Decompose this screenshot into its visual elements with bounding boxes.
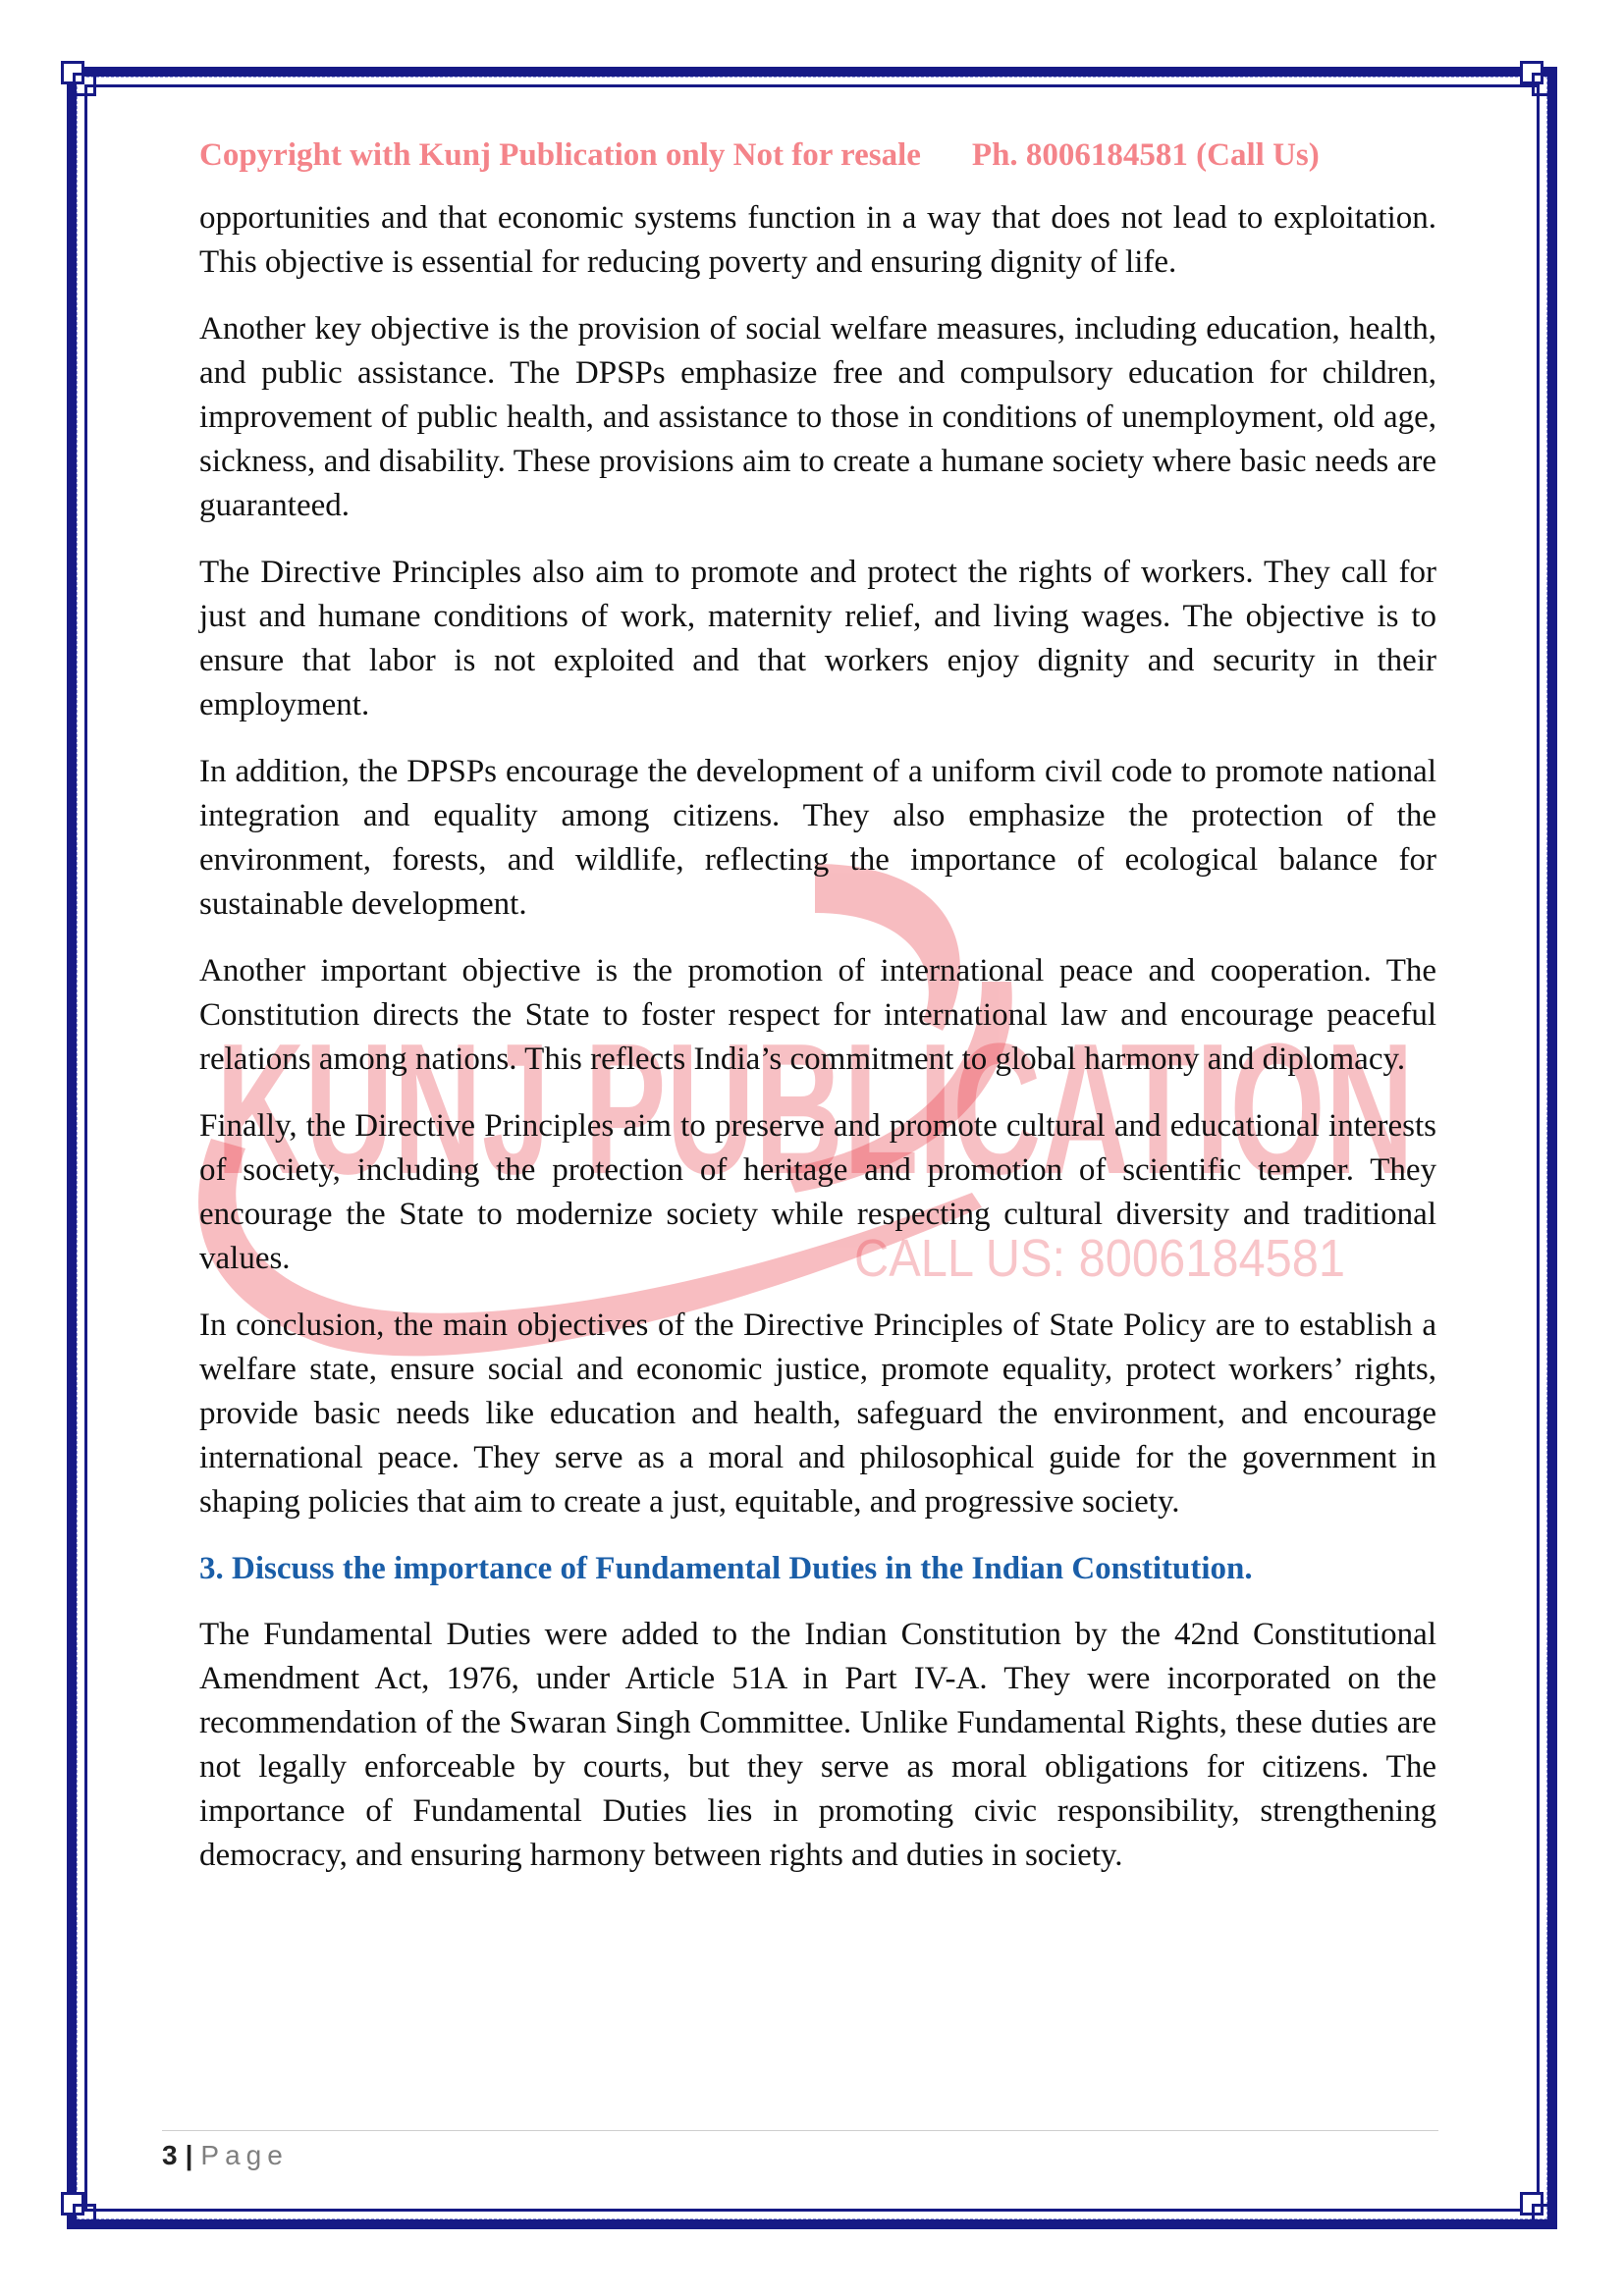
corner-ornament-bottom-left bbox=[61, 2192, 104, 2235]
paragraph-7: In conclusion, the main objectives of the Directive Principles of State Policy are to establish a welfare state, ensure social and economic justice, promote equality, protect workers’ rights, provide basic needs like education and health, safeguard the environment, and encourage international peace. They serve as a moral and philosophical guide for the government in shaping policies that aim to create a just, equitable, and progressive society. bbox=[199, 1308, 1436, 1520]
paragraph-1: opportunities and that economic systems function in a way that does not lead to exploitation. This objective is essential for reducing poverty and ensuring dignity of life. bbox=[199, 200, 1436, 280]
copyright-notice: Copyright with Kunj Publication only Not for resale bbox=[199, 137, 921, 173]
page-label: Page bbox=[200, 2140, 289, 2170]
footer-divider bbox=[162, 2130, 1438, 2131]
copyright-header bbox=[199, 137, 1436, 174]
corner-ornament-bottom-right bbox=[1520, 2192, 1563, 2235]
paragraph-2: Another key objective is the provision of social welfare measures, including education, health, and public assistance. The DPSPs emphasize free and compulsory education for children, improvement of public health, and assistance to those in conditions of unemployment, old age, sickness, and disability. These provisions aim to create a humane society where basic needs are guaranteed. bbox=[199, 311, 1436, 523]
paragraph-8: The Fundamental Duties were added to the Indian Constitution by the 42nd Constitutional Amendment Act, 1976, under Article 51A in Part IV-A. They were incorporated on the recommendation of the Swaran Singh Committee. Unlike Fundamental Rights, these duties are not legally enforceable by courts, but they serve as moral obligations for citizens. The importance of Fundamental Duties lies in promoting civic responsibility, strengthening democracy, and ensuring harmony between rights and duties in society. bbox=[199, 1617, 1436, 1873]
page-footer bbox=[162, 2140, 289, 2171]
paragraph-4: In addition, the DPSPs encourage the development of a uniform civil code to promote national integration and equality among citizens. They also emphasize the protection of the environment, forests, and wildlife, reflecting the importance of ecological balance for sustainable development. bbox=[199, 754, 1436, 922]
paragraph-6: Finally, the Directive Principles aim to preserve and promote cultural and educational interests of society, including the protection of heritage and promotion of scientific temper. They encourage the State to modernize society while respecting cultural diversity and traditional values. bbox=[199, 1108, 1436, 1276]
corner-ornament-top-right bbox=[1520, 61, 1563, 104]
corner-ornament-top-left bbox=[61, 61, 104, 104]
footer-separator: | bbox=[185, 2140, 193, 2170]
phone-contact: Ph. 8006184581 (Call Us) bbox=[971, 137, 1320, 173]
document-body bbox=[199, 196, 1436, 1900]
page-number: 3 bbox=[162, 2140, 178, 2170]
paragraph-5: Another important objective is the promotion of international peace and cooperation. The Constitution directs the State to foster respect for international law and encourage peaceful relations among nations. This reflects India’s commitment to global harmony and diplomacy. bbox=[199, 953, 1436, 1077]
section-heading: 3. Discuss the importance of Fundamental Duties in the Indian Constitution. bbox=[199, 1551, 1253, 1586]
watermark-title: KUNJ PUBLICATION bbox=[216, 1005, 1414, 1213]
watermark-subtitle: CALL US: 8006184581 bbox=[854, 1229, 1345, 1288]
paragraph-3: The Directive Principles also aim to promote and protect the rights of workers. They call for just and humane conditions of work, maternity relief, and living wages. The objective is to ensure that labor is not exploited and that workers enjoy dignity and security in their employment. bbox=[199, 555, 1436, 722]
